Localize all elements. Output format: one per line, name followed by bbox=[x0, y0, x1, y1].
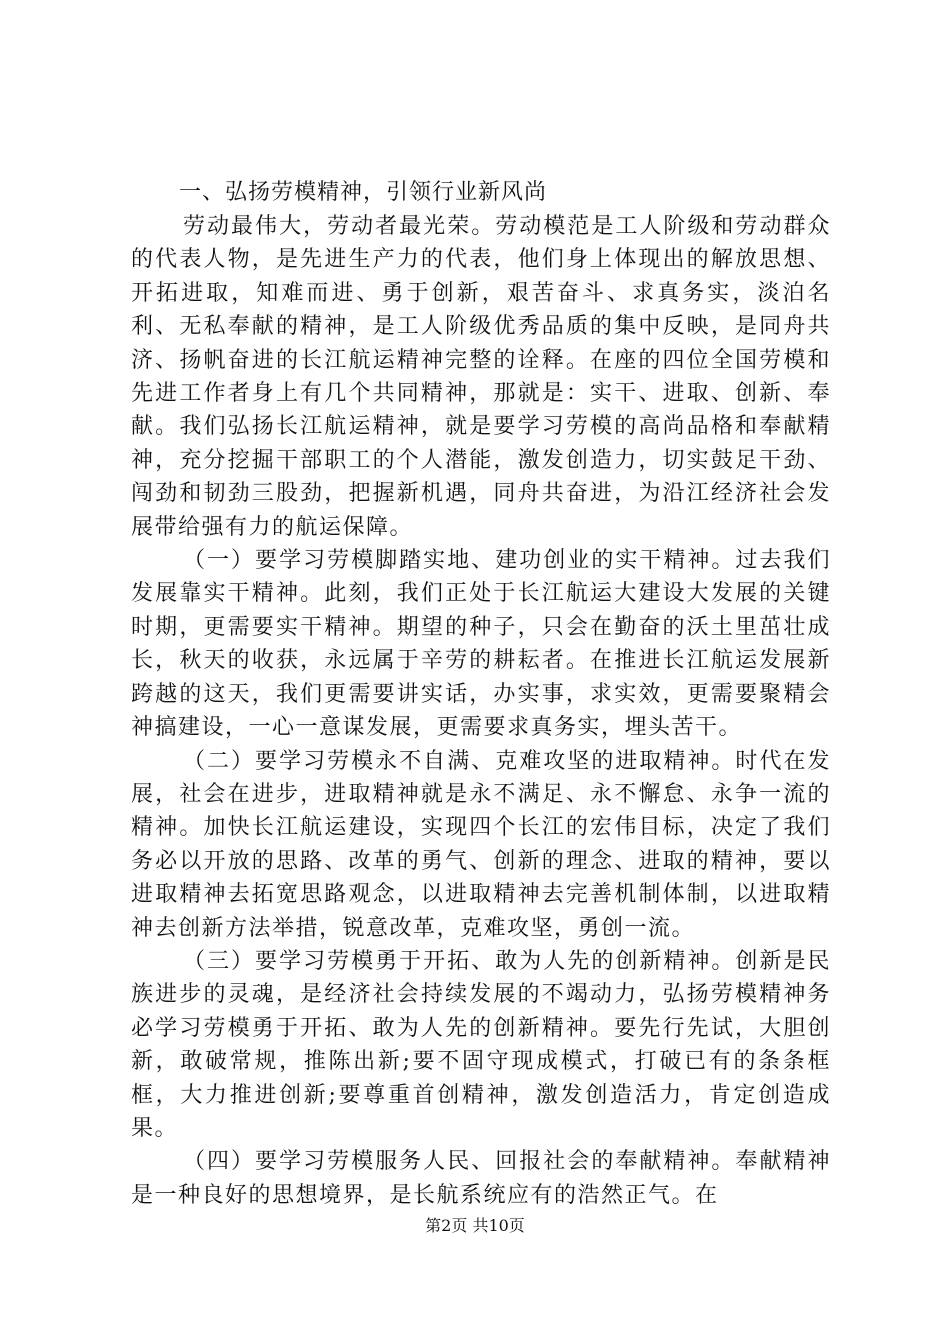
paragraph-point-4: （四）要学习劳模服务人民、回报社会的奉献精神。奉献精神是一种良好的思想境界，是长航系统应有的浩然正气。在 bbox=[131, 1149, 831, 1208]
paragraph-point-3: （三）要学习劳模勇于开拓、敢为人先的创新精神。创新是民族进步的灵魂，是经济社会持续发展的不竭动力，弘扬劳模精神务必学习劳模勇于开拓、敢为人先的创新精神。要先行先试，大胆创新，敢破常规，推陈出新;要不固守现成模式，打破已有的条条框框，大力推进创新;要尊重首创精神，激发创造活力，肯定创造成果。 bbox=[131, 948, 831, 1141]
document-body bbox=[131, 176, 831, 1212]
paragraph-point-2: （二）要学习劳模永不自满、克难攻坚的进取精神。时代在发展，社会在进步，进取精神就是永不满足、永不懈怠、永争一流的精神。加快长江航运建设，实现四个长江的宏伟目标，决定了我们务必以开放的思路、改革的勇气、创新的理念、进取的精神，要以进取精神去拓宽思路观念，以进取精神去完善机制体制，以进取精神去创新方法举措，锐意改革，克难攻坚，勇创一流。 bbox=[131, 748, 831, 941]
page-number-footer: 第2页 共10页 bbox=[425, 1216, 525, 1235]
paragraph-intro: 劳动最伟大，劳动者最光荣。劳动模范是工人阶级和劳动群众的代表人物，是先进生产力的代表，他们身上体现出的解放思想、开拓进取，知难而进、勇于创新，艰苦奋斗、求真务实，淡泊名利、无私奉献的精神，是工人阶级优秀品质的集中反映，是同舟共济、扬帆奋进的长江航运精神完整的诠释。在座的四位全国劳模和先进工作者身上有几个共同精神，那就是：实干、进取、创新、奉献。我们弘扬长江航运精神，就是要学习劳模的高尚品格和奉献精神，充分挖掘干部职工的个人潜能，激发创造力，切实鼓足干劲、闯劲和韧劲三股劲，把握新机遇，同舟共奋进，为沿江经济社会发展带给强有力的航运保障。 bbox=[131, 214, 831, 540]
section-heading: 一、弘扬劳模精神，引领行业新风尚 bbox=[179, 180, 548, 205]
paragraph-point-1: （一）要学习劳模脚踏实地、建功创业的实干精神。过去我们发展靠实干精神。此刻，我们正处于长江航运大建设大发展的关键时期，更需要实干精神。期望的种子，只会在勤奋的沃土里茁壮成长，秋天的收获，永远属于辛劳的耕耘者。在推进长江航运发展新跨越的这天，我们更需要讲实话，办实事，求实效，更需要聚精会神搞建设，一心一意谋发展，更需要求真务实，埋头苦干。 bbox=[131, 548, 831, 741]
